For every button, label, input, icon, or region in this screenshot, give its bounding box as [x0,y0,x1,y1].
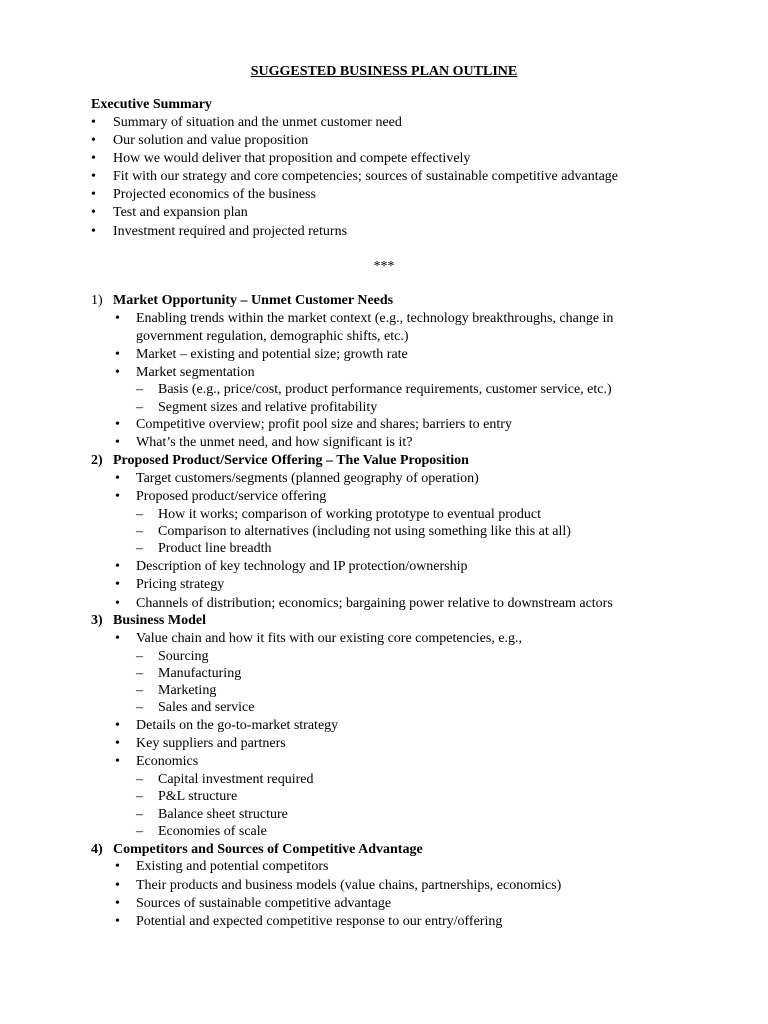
sub-item: Economies of scale [158,824,267,839]
list-item: Key suppliers and partners [136,736,286,751]
bullet-icon: • [115,311,120,326]
sub-item: Comparison to alternatives (including not using something like this at all) [158,524,571,539]
bullet-icon: • [91,205,96,220]
bullet-icon: • [115,347,120,362]
list-item: Description of key technology and IP protection/ownership [136,559,468,574]
list-item: Target customers/segments (planned geography of operation) [136,471,479,486]
section-1-heading: Market Opportunity – Unmet Customer Needs [113,293,394,308]
exec-item: Our solution and value proposition [113,133,309,148]
list-item: What’s the unmet need, and how significant is it? [136,435,413,450]
dash-icon: – [136,524,143,539]
list-item: Enabling trends within the market context (e.g., technology breakthroughs, change in [136,311,614,326]
dash-icon: – [136,507,143,522]
list-item: Details on the go-to-market strategy [136,718,339,733]
bullet-icon: • [115,417,120,432]
list-item: Sources of sustainable competitive advantage [136,896,392,911]
exec-item: Projected economics of the business [113,187,316,202]
list-item: Existing and potential competitors [136,859,329,874]
bullet-icon: • [91,133,96,148]
dash-icon: – [136,789,143,804]
bullet-icon: • [115,859,120,874]
list-item: government regulation, demographic shifts, etc.) [136,329,409,344]
dash-icon: – [136,666,143,681]
sub-item: Sourcing [158,649,209,664]
sub-item: Manufacturing [158,666,242,681]
bullet-icon: • [115,577,120,592]
list-item: Proposed product/service offering [136,489,327,504]
list-item: Channels of distribution; economics; bargaining power relative to downstream actors [136,596,613,611]
section-separator: *** [373,259,395,274]
exec-item: Summary of situation and the unmet customer need [113,115,402,130]
bullet-icon: • [115,754,120,769]
dash-icon: – [136,400,143,415]
bullet-icon: • [115,559,120,574]
exec-item: Fit with our strategy and core competencies; sources of sustainable competitive advantage [113,169,619,184]
dash-icon: – [136,649,143,664]
sub-item: Basis (e.g., price/cost, product performance requirements, customer service, etc.) [158,382,612,397]
bullet-icon: • [115,489,120,504]
dash-icon: – [136,700,143,715]
sub-item: P&L structure [158,789,238,804]
sub-item: Capital investment required [158,772,314,787]
exec-item: Test and expansion plan [113,205,248,220]
section-4-heading: Competitors and Sources of Competitive Advantage [113,842,423,857]
exec-item: How we would deliver that proposition and compete effectively [113,151,471,166]
bullet-icon: • [115,596,120,611]
sub-item: Product line breadth [158,541,272,556]
list-item: Value chain and how it fits with our existing core competencies, e.g., [136,631,523,646]
list-item: Pricing strategy [136,577,225,592]
sub-item: Balance sheet structure [158,807,288,822]
bullet-icon: • [115,435,120,450]
section-3-heading: Business Model [113,613,206,628]
list-item: Potential and expected competitive response to our entry/offering [136,914,503,929]
bullet-icon: • [115,914,120,929]
bullet-icon: • [115,878,120,893]
list-item: Competitive overview; profit pool size and shares; barriers to entry [136,417,512,432]
bullet-icon: • [91,151,96,166]
dash-icon: – [136,772,143,787]
sub-item: Marketing [158,683,217,698]
list-item: Economics [136,754,199,769]
bullet-icon: • [115,631,120,646]
bullet-icon: • [115,736,120,751]
bullet-icon: • [115,896,120,911]
bullet-icon: • [91,169,96,184]
list-item: Market segmentation [136,365,255,380]
bullet-icon: • [91,115,96,130]
list-item: Market – existing and potential size; growth rate [136,347,408,362]
sub-item: How it works; comparison of working prototype to eventual product [158,507,541,522]
bullet-icon: • [115,471,120,486]
dash-icon: – [136,683,143,698]
section-2-number: 2) [91,453,103,468]
dash-icon: – [136,807,143,822]
section-1-number: 1) [91,293,103,308]
dash-icon: – [136,541,143,556]
list-item: Their products and business models (value chains, partnerships, economics) [136,878,562,893]
bullet-icon: • [115,718,120,733]
sub-item: Segment sizes and relative profitability [158,400,378,415]
section-3-number: 3) [91,613,103,628]
exec-summary-heading: Executive Summary [91,97,212,112]
bullet-icon: • [91,224,96,239]
sub-item: Sales and service [158,700,255,715]
section-2-heading: Proposed Product/Service Offering – The Value Proposition [113,453,469,468]
bullet-icon: • [115,365,120,380]
document-title: SUGGESTED BUSINESS PLAN OUTLINE [250,64,518,79]
dash-icon: – [136,824,143,839]
exec-item: Investment required and projected returns [113,224,348,239]
bullet-icon: • [91,187,96,202]
section-4-number: 4) [91,842,103,857]
dash-icon: – [136,382,143,397]
